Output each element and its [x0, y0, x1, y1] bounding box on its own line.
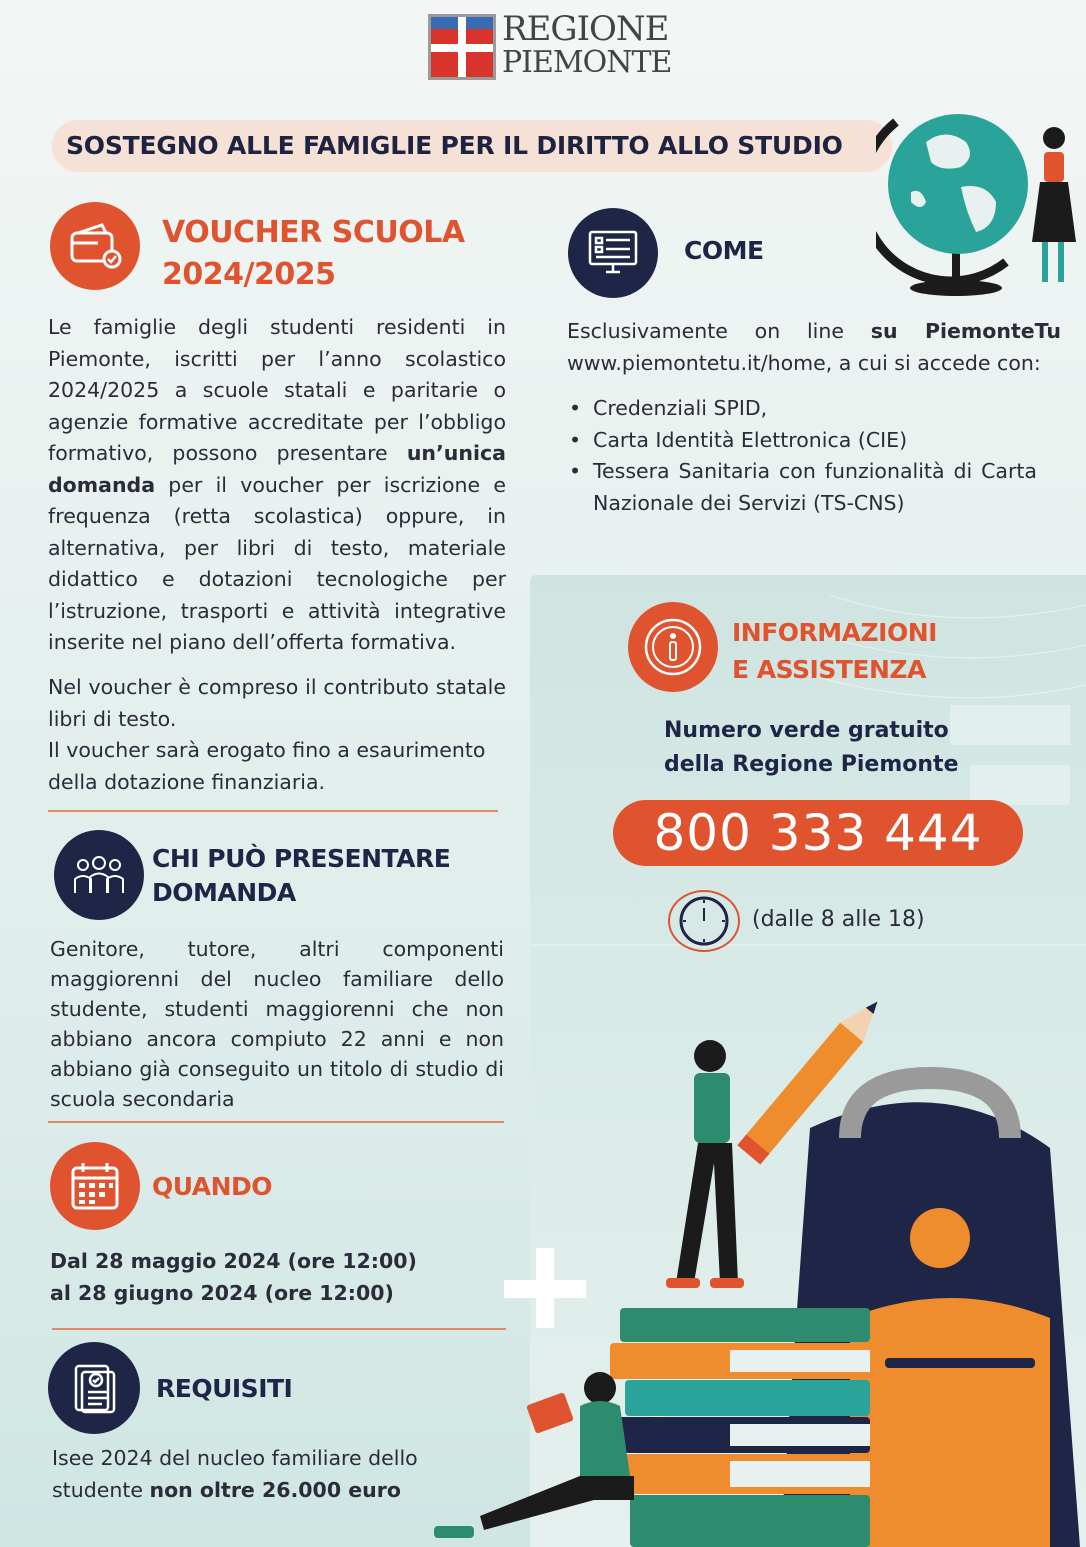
numero-verde-label: Numero verde gratuito della Regione Piemonte	[664, 718, 959, 777]
come-access-list	[567, 393, 1037, 519]
quando-icon-circle	[50, 1142, 140, 1230]
requisiti-text: Isee 2024 del nucleo familiare dello studente non oltre 26.000 euro	[52, 1446, 418, 1502]
checklist-icon	[68, 1360, 120, 1416]
info-icon	[641, 615, 705, 679]
quando-dates: Dal 28 maggio 2024 (ore 12:00) al 28 giugno 2024 (ore 12:00)	[50, 1249, 417, 1305]
voucher-heading: VOUCHER SCUOLA 2024/2025	[162, 215, 465, 292]
regione-piemonte-logo	[428, 9, 672, 84]
chi-paragraph: Genitore, tutore, altri componenti maggiorenni del nucleo familiare dello studente, studenti maggiorenni che non abbiano ancora compiuto 22 anni e non abbiano già conseguito un titolo di studio di scuola secondaria	[50, 937, 504, 1111]
voucher-card-icon	[68, 223, 122, 269]
globe-illustration	[876, 92, 1086, 302]
page-title: SOSTEGNO ALLE FAMIGLIE PER IL DIRITTO ALLO STUDIO	[52, 120, 892, 172]
people-icon	[69, 855, 129, 895]
come-intro: Esclusivamente on line su PiemonteTu www.piemontetu.it/home, a cui si accede con:	[567, 319, 1061, 375]
voucher-paragraph-3: Il voucher sarà erogato fino a esaurimento della dotazione finanziaria.	[48, 738, 486, 794]
divider	[48, 810, 498, 812]
logo-line1: REGIONE	[502, 9, 669, 49]
hours-text: (dalle 8 alle 18)	[752, 907, 925, 932]
calendar-icon	[69, 1160, 121, 1212]
quando-heading: QUANDO	[152, 1172, 273, 1201]
voucher-icon-circle	[50, 202, 140, 290]
come-icon-circle	[568, 208, 658, 298]
info-heading: INFORMAZIONI E ASSISTENZA	[732, 618, 937, 684]
piemonte-crest-icon	[428, 14, 496, 80]
clock-icon	[675, 894, 733, 948]
chi-icon-circle	[54, 830, 144, 920]
list-item: • Credenziali SPID,	[567, 393, 1037, 425]
logo-line2: PIEMONTE	[502, 45, 672, 80]
come-heading: COME	[684, 236, 764, 265]
list-item: • Tessera Sanitaria con funzionalità di Carta Nazionale dei Servizi (TS-CNS)	[567, 456, 1037, 519]
requisiti-heading: REQUISITI	[156, 1374, 293, 1403]
students-illustration	[430, 978, 1086, 1547]
voucher-paragraph-2: Nel voucher è compreso il contributo statale libri di testo.	[48, 675, 506, 731]
info-icon-circle	[628, 602, 718, 692]
clock-icon-circle	[668, 890, 740, 952]
requisiti-icon-circle	[48, 1342, 140, 1434]
list-item: • Carta Identità Elettronica (CIE)	[567, 425, 1037, 457]
chi-heading: CHI PUÒ PRESENTARE DOMANDA	[152, 844, 451, 907]
voucher-paragraph-1: Le famiglie degli studenti residenti in Piemonte, iscritti per l’anno scolastico 2024/2025 a scuole statali e paritarie o agenzie formative accreditate per l’obbligo formativo, possono presentare un’unica domanda per il voucher per iscrizione e frequenza (retta scolastica) oppure, in alternativa, per libri di testo, materiale didattico e dotazioni tecnologiche per l’istruzione, trasporti e attività integrative inserite nel piano dell’offerta formativa.	[48, 315, 506, 654]
computer-icon	[586, 228, 640, 278]
phone-number[interactable]: 800 333 444	[613, 800, 1023, 866]
